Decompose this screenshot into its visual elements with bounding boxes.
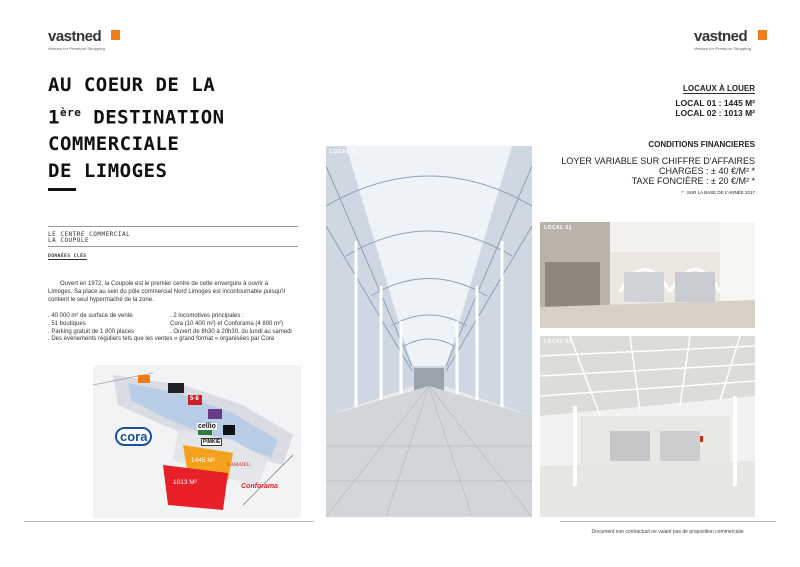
intro-text: Ouvert en 1972, la Coupole est le premier centre de cette envergure à ouvrir à Limoges. Sa place au sein du pôle commercial Nord Limoges est incontournable puisqu'il contient le seul hypermaché de la zone.	[48, 281, 285, 303]
section-rule-top	[48, 226, 298, 227]
photo-local-01-main	[326, 146, 532, 517]
conditions-line-1: LOYER VARIABLE SUR CHIFFRE D'AFFAIRES	[561, 156, 755, 166]
logo-right	[694, 28, 751, 51]
hall-photo	[540, 336, 755, 517]
locaux-heading: LOCAUX À LOUER	[683, 84, 755, 93]
photo-local-02	[540, 336, 755, 517]
title-line-3: COMMERCIALE	[48, 133, 180, 156]
facts-left: . 40 000 m² de surface de vente . 51 boutiques . Parking gratuit de 1 800 places	[48, 313, 135, 335]
title-line-4: DE LIMOGES	[48, 160, 168, 183]
cora-logo: cora	[115, 427, 152, 446]
conditions-block	[540, 140, 755, 198]
footer-rule-right	[560, 521, 776, 522]
locaux-block	[570, 83, 755, 118]
locaux-line-2: LOCAL 02 : 1013 M²	[675, 108, 755, 118]
footer-rule	[24, 521, 314, 522]
logo-mark-icon	[111, 30, 120, 40]
conforama-label: Conforama	[241, 483, 278, 490]
logo-tagline: Venues for Premium Shopping	[48, 46, 105, 51]
page-title	[48, 72, 318, 185]
key-data-label: DONNÉES CLÉS	[48, 254, 87, 259]
photo-tag-3: LOCAL 02	[544, 339, 573, 345]
shop-photo	[540, 222, 755, 328]
logo-tagline-right: Venues for Premium Shopping	[694, 46, 751, 51]
logo-text: vastned	[48, 28, 102, 45]
camaieu-label: CAMAIEU	[227, 463, 251, 468]
cellio-label: cellio	[198, 423, 216, 430]
logo-mark-icon-right	[758, 30, 767, 40]
logo-text-right: vastned	[694, 28, 748, 45]
title-underline	[48, 188, 76, 191]
photo-tag-1: LOCAL 01	[330, 149, 359, 155]
unit-1013-label: 1013 M²	[173, 479, 197, 486]
site-map	[93, 365, 301, 518]
arcade-photo	[326, 146, 532, 517]
title-line-2: 1ère DESTINATION	[48, 106, 225, 129]
footer-disclaimer: Document non contractuel ne valant pas de proposition commerciale	[591, 529, 744, 535]
facts-right: . 2 locomotives principales : Cora (10 400 m²) et Conforama (4 800 m²) . Ouvert de 8h30 à 20h30, du lundi au samedi	[170, 313, 292, 335]
conditions-line-2: CHARGES : ± 40 €/M² *	[659, 166, 755, 176]
unit-1445-label: 1445 M²	[191, 457, 215, 464]
photo-tag-2: LOCAL 01	[544, 225, 573, 231]
conditions-heading: CONDITIONS FINANCIERES	[648, 140, 755, 149]
stock-label: 5·8	[190, 396, 199, 402]
title-line-1: AU COEUR DE LA	[48, 74, 216, 96]
pimkie-label: PIMKIE	[203, 439, 221, 445]
photo-local-01-shop	[540, 222, 755, 328]
facts-bottom: . Des évènements réguliers tels que les ventes « grand format » organisées par Cora	[48, 336, 275, 342]
section-rule-bottom	[48, 246, 298, 247]
conditions-line-3: TAXE FONCIÈRE : ± 20 €/M² *	[631, 176, 755, 186]
conditions-note: * : SUR LA BASE DE L'ANNÉE 2017	[681, 190, 755, 195]
section-label: LE CENTRE COMMERCIAL LA COUPOLE	[48, 231, 131, 244]
logo-left	[48, 28, 105, 51]
locaux-line-1: LOCAL 01 : 1445 M²	[675, 98, 755, 108]
